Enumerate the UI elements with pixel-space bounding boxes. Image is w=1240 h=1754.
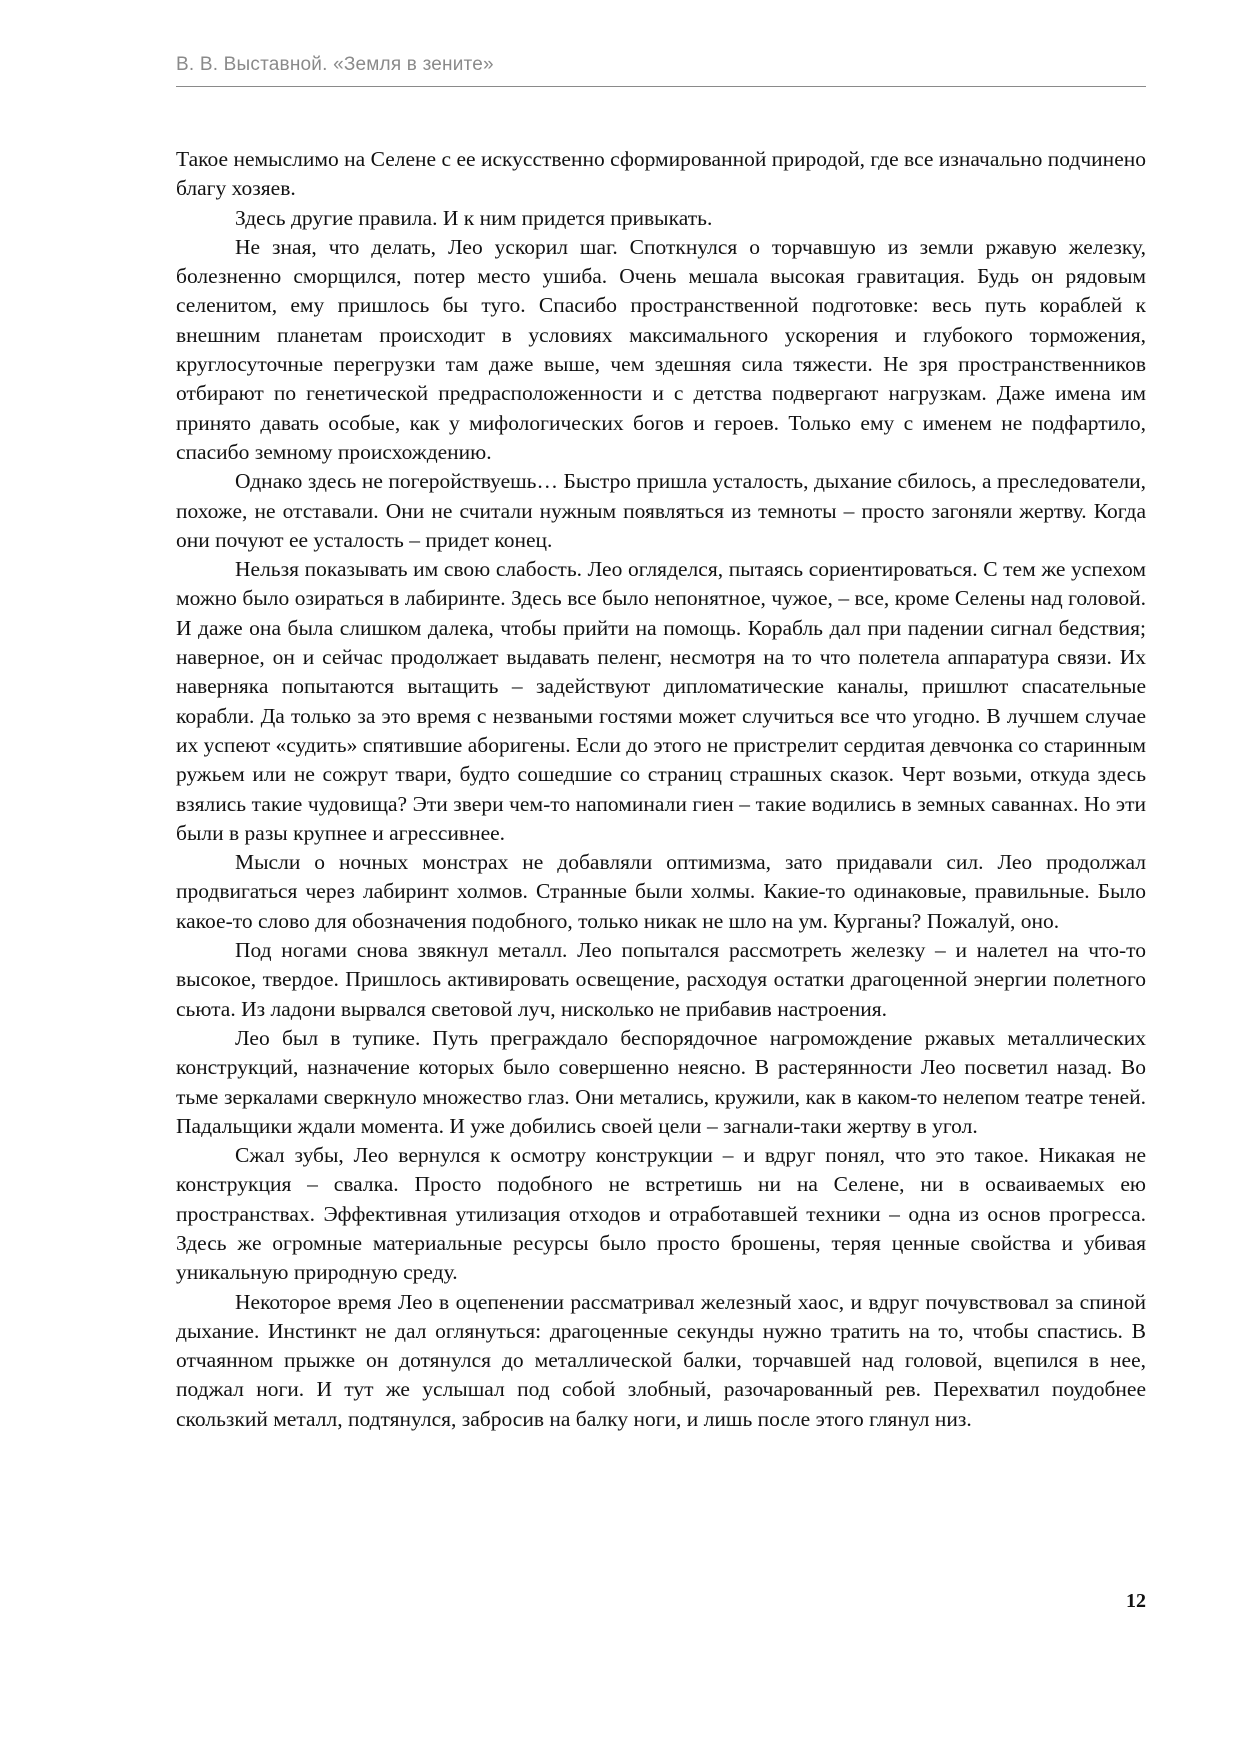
paragraph: Здесь другие правила. И к ним придется привыкать. bbox=[235, 205, 713, 230]
paragraph: Под ногами снова звякнул металл. Лео попытался рассмотреть железку – и налетел на что-то высокое, твердое. Пришлось активировать освещение, расходуя остатки драгоценной энергии полетного сьюта. Из ладони вырвался световой луч, нисколько не прибавив настроения. bbox=[176, 938, 1146, 1021]
paragraph: Нельзя показывать им свою слабость. Лео огляделся, пытаясь сориентироваться. С тем же успехом можно было озираться в лабиринте. Здесь все было непонятное, чужое, – все, кроме Селены над головой. И даже она была слишком далека, чтобы прийти на помощь. Корабль дал при падении сигнал бедствия; наверное, он и сейчас продолжает выдавать пеленг, несмотря на то что полетела аппаратура связи. Их наверняка попытаются вытащить – задействуют дипломатические каналы, пришлют спасательные корабли. Да только за это время с незваными гостями может случиться все что угодно. В лучшем случае их успеют «судить» спятившие аборигены. Если до этого не пристрелит сердитая девчонка со старинным ружьем или не сожрут твари, будто сошедшие со страниц страшных сказок. Черт возьми, откуда здесь взялись такие чудовища? Эти звери чем-то напоминали гиен – такие водились в земных саваннах. Но эти были в разы крупнее и агрессивнее. bbox=[176, 557, 1146, 845]
page-number: 12 bbox=[1126, 1590, 1146, 1612]
body-text bbox=[176, 145, 1146, 1434]
paragraph: Сжал зубы, Лео вернулся к осмотру конструкции – и вдруг понял, что это такое. Никакая не конструкция – свалка. Просто подобного не встретишь ни на Селене, ни в осваиваемых ею пространствах. Эффективная утилизация отходов и отработавшей техники – одна из основ прогресса. Здесь же огромные материальные ресурсы было просто брошены, теряя ценные свойства и убивая уникальную природную среду. bbox=[176, 1143, 1146, 1285]
paragraph: Некоторое время Лео в оцепенении рассматривал железный хаос, и вдруг почувствовал за спиной дыхание. Инстинкт не дал оглянуться: драгоценные секунды нужно тратить на то, чтобы спастись. В отчаянном прыжке он дотянулся до металлической балки, торчавшей над головой, вцепился в нее, поджал ноги. И тут же услышал под собой злобный, разочарованный рев. Перехватил поудобнее скользкий металл, подтянулся, забросив на балку ноги, и лишь после этого глянул низ. bbox=[176, 1289, 1146, 1431]
paragraph: Такое немыслимо на Селене с ее искусственно сформированной природой, где все изначально подчинено благу хозяев. bbox=[176, 147, 1146, 201]
header-divider bbox=[176, 86, 1146, 87]
paragraph: Не зная, что делать, Лео ускорил шаг. Споткнулся о торчавшую из земли ржавую железку, болезненно сморщился, потер место ушиба. Очень мешала высокая гравитация. Будь он рядовым селенитом, ему пришлось бы туго. Спасибо пространственной подготовке: весь путь кораблей к внешним планетам происходит в условиях максимального ускорения и глубокого торможения, круглосуточные перегрузки там даже выше, чем здешняя сила тяжести. Не зря пространственников отбирают по генетической предрасположенности и с детства подвергают нагрузкам. Даже имена им принято давать особые, как у мифологических богов и героев. Только ему с именем не подфартило, спасибо земному происхождению. bbox=[176, 234, 1146, 464]
paragraph: Однако здесь не погеройствуешь… Быстро пришла усталость, дыхание сбилось, а преследователи, похоже, не отставали. Они не считали нужным появляться из темноты – просто загоняли жертву. Когда они почуют ее усталость – придет конец. bbox=[176, 469, 1146, 552]
running-header: В. В. Выставной. «Земля в зените» bbox=[176, 54, 494, 75]
paragraph: Мысли о ночных монстрах не добавляли оптимизма, зато придавали сил. Лео продолжал продвигаться через лабиринт холмов. Странные были холмы. Какие-то одинаковые, правильные. Было какое-то слово для обозначения подобного, только никак не шло на ум. Курганы? Пожалуй, оно. bbox=[176, 850, 1146, 933]
paragraph: Лео был в тупике. Путь преграждало беспорядочное нагромождение ржавых металлических конструкций, назначение которых было совершенно неясно. В растерянности Лео посветил назад. Во тьме зеркалами сверкнуло множество глаз. Они метались, кружили, как в каком-то нелепом театре теней. Падальщики ждали момента. И уже добились своей цели – загнали-таки жертву в угол. bbox=[176, 1025, 1146, 1138]
